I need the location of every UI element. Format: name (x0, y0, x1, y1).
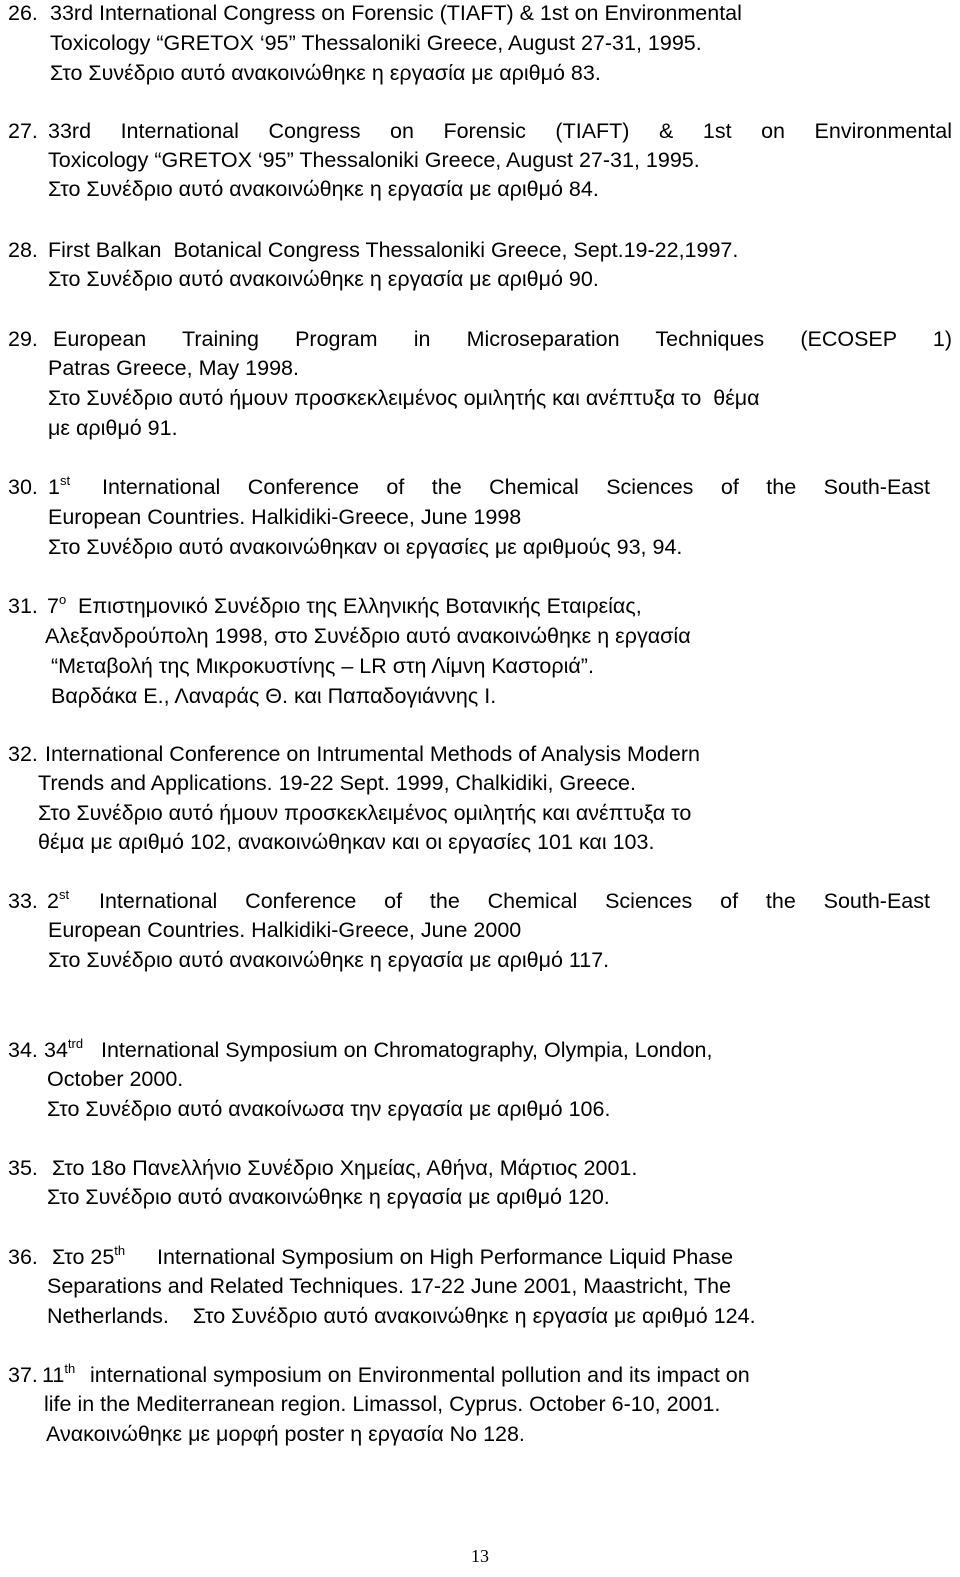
entry-number: 29. (8, 327, 38, 351)
entry-line: θέμα με αριθμό 102, ανακοινώθηκαν και οι εργασίες 101 και 103. (38, 830, 655, 854)
entry-number: 34. (8, 1038, 38, 1062)
entry-line: International Conference on Intrumental Methods of Analysis Modern (45, 742, 700, 766)
entry-line: International Symposium on High Performance Liquid Phase (157, 1245, 734, 1269)
entry-line: Στο Συνέδριο αυτό ανακοινώθηκαν οι εργασίες με αριθμούς 93, 94. (48, 535, 683, 559)
entry-line: Στο Συνέδριο αυτό ήμουν προσκεκλειμένος ομιλητής και ανέπτυξα το θέμα (48, 386, 760, 410)
ordinal: $34^{trd}$ (44, 1036, 84, 1062)
entry-line: European Training Program in Microseparation Techniques (ECOSEP 1) (53, 327, 952, 351)
entry-number: 31. (8, 594, 38, 618)
ordinal: 11th (42, 1361, 76, 1387)
entry-line: Αλεξανδρούπολη 1998, στο Συνέδριο αυτό ανακοινώθηκε η εργασία (45, 624, 691, 648)
entry-number: 28. (8, 238, 38, 262)
entry-line: Στο Συνέδριο αυτό ανακοινώθηκε η εργασία με αριθμό 120. (47, 1185, 610, 1209)
entry-line: Στο Συνέδριο αυτό ανακοίνωσα την εργασία με αριθμό 106. (47, 1097, 611, 1121)
entry-line: Toxicology “GRETOX ‘95” Thessaloniki Greece, August 27-31, 1995. (48, 148, 700, 172)
entry-number: 27. (8, 119, 38, 143)
entry-line: international symposium on Environmental pollution and its impact on (90, 1363, 750, 1387)
entry-line: Βαρδάκα Ε., Λαναράς Θ. και Παπαδογιάννης Ι. (45, 684, 497, 708)
entry-line: με αριθμό 91. (48, 416, 178, 440)
entry-number: 30. (8, 475, 38, 499)
entry-line: International Conference of the Chemical Sciences of the South-East (102, 475, 930, 499)
entry-line: 33rd International Congress on Forensic (TIAFT) & 1st on Environmental (48, 119, 952, 143)
entry-number: 33. (8, 889, 38, 913)
entry-line: “Μεταβολή της Μικροκυστίνης – LR στη Λίμνη Καστοριά”. (45, 654, 594, 678)
entry-line: European Countries. Halkidiki-Greece, June 2000 (48, 918, 522, 942)
entry-line: Toxicology “GRETOX ‘95” Thessaloniki Greece, August 27-31, 1995. (50, 31, 702, 55)
entry-number: 32. (8, 742, 38, 766)
ordinal: 1st (48, 473, 71, 499)
entry-line: Στο 18o Πανελλήνιο Συνέδριο Χημείας, Αθήνα, Μάρτιος 2001. (52, 1156, 638, 1180)
entry-line: Επιστημονικό Συνέδριο της Ελληνικής Βοτανικής Εταιρείας, (78, 594, 642, 618)
page-number: 13 (471, 1546, 489, 1566)
entry-line: Netherlands. Στο Συνέδριο αυτό ανακοινώθηκε η εργασία με αριθμό 124. (47, 1304, 756, 1328)
ordinal: 7$^o$ (47, 592, 67, 618)
entry-line: International Symposium on Chromatography, Olympia, London, (101, 1038, 713, 1062)
entry-line: 33rd International Congress on Forensic (TIAFT) & 1st on Environmental (50, 1, 742, 25)
entry-number: 36. (8, 1245, 38, 1269)
ordinal: Στο 25th (52, 1243, 126, 1269)
ordinal: 2st (47, 887, 70, 913)
entry-line: International Conference of the Chemical Sciences of the South-East (99, 889, 930, 913)
entry-number: 35. (8, 1156, 38, 1180)
entry-line: October 2000. (47, 1067, 184, 1091)
entry-number: 26. (8, 1, 38, 25)
entry-line: Στο Συνέδριο αυτό ανακοινώθηκε η εργασία με αριθμό 83. (50, 61, 601, 85)
entry-line: Patras Greece, May 1998. (48, 356, 299, 380)
entry-number: 37. (8, 1363, 38, 1387)
entry-line: Στο Συνέδριο αυτό ανακοινώθηκε η εργασία με αριθμό 84. (48, 177, 599, 201)
entry-line: Στο Συνέδριο αυτό ήμουν προσκεκλειμένος ομιλητής και ανέπτυξα το (38, 801, 692, 825)
entry-line: European Countries. Halkidiki-Greece, June 1998 (48, 505, 522, 529)
entry-line: Στο Συνέδριο αυτό ανακοινώθηκε η εργασία με αριθμό 90. (48, 267, 599, 291)
entry-line: Trends and Applications. 19-22 Sept. 1999, Chalkidiki, Greece. (38, 771, 636, 795)
entry-line: First Balkan Botanical Congress Thessaloniki Greece, Sept.19-22,1997. (48, 238, 739, 262)
entry-line: Ανακοινώθηκε με μορφή poster η εργασία No 128. (46, 1422, 525, 1446)
entry-line: Στο Συνέδριο αυτό ανακοινώθηκε η εργασία με αριθμό 117. (48, 948, 610, 972)
entry-line: Separations and Related Techniques. 17-22 June 2001, Maastricht, The (47, 1274, 732, 1298)
entry-line: life in the Mediterranean region. Limassol, Cyprus. October 6-10, 2001. (44, 1392, 721, 1416)
